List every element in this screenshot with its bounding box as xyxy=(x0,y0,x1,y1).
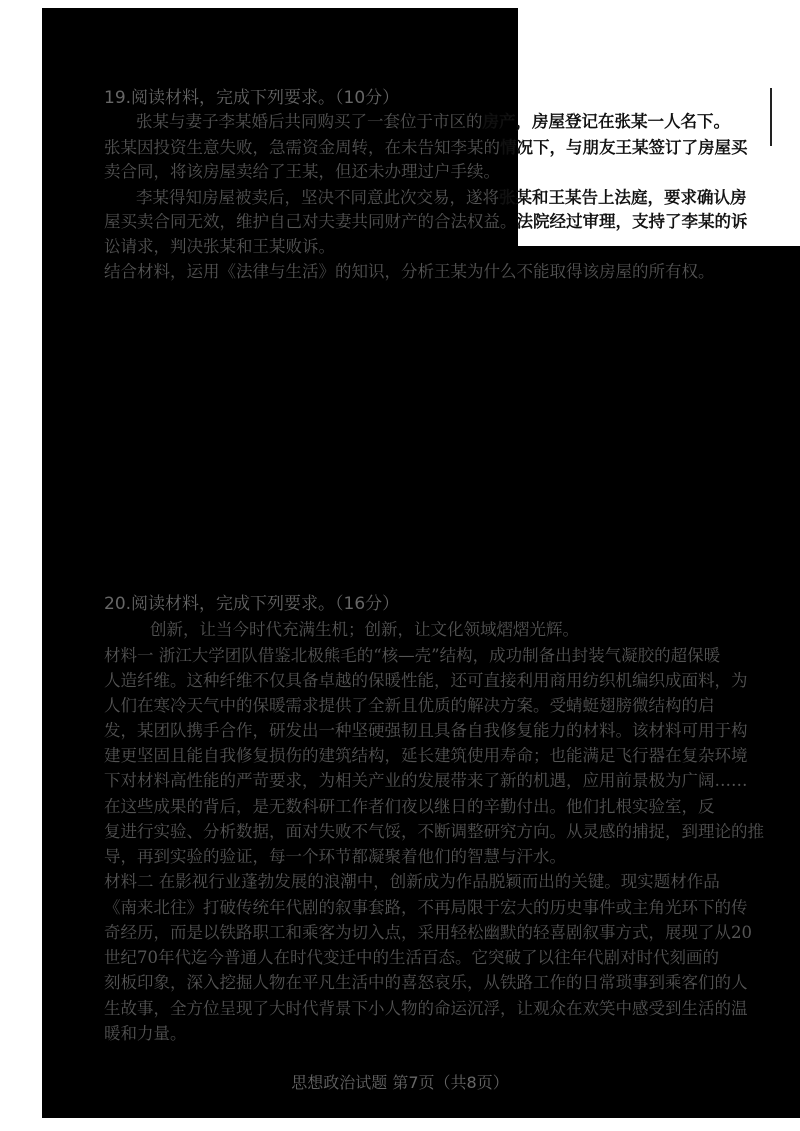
q19-p2-line3: 讼请求，判决张某和王某败诉。 xyxy=(104,237,335,256)
q19-p1-line2-dim: 张某因投资生意失败，急需资金周转，在未告知李某的 xyxy=(104,138,500,157)
q20-line: 奇经历，而是以铁路职工和乘客为切入点，采用轻松幽默的轻喜剧叙事方式，展现了从20 xyxy=(104,923,752,942)
q20-intro: 创新，让当今时代充满生机；创新，让文化领域熠熠光辉。 xyxy=(150,620,579,639)
q20-line: 刻板印象，深入挖掘人物在平凡生活中的喜怒哀乐，从铁路工作的日常琐事到乘客们的人 xyxy=(104,973,748,992)
page-footer: 思想政治试题 第7页（共8页） xyxy=(291,1073,509,1092)
q20-line: 发，某团队携手合作，研发出一种坚硬强韧且具备自我修复能力的材料。该材料可用于构 xyxy=(104,721,748,740)
q20-line: 世纪70年代迄今普通人在时代变迁中的生活百态。它突破了以往年代剧对时代刻画的 xyxy=(104,948,719,967)
q20-line: 人们在寒冷天气中的保暖需求提供了全新且优质的解决方案。受蜻蜓翅膀微结构的启 xyxy=(104,696,715,715)
q19-p1-line2 xyxy=(104,138,748,158)
q20-line: 生故事，全方位呈现了大时代背景下小人物的命运沉浮，让观众在欢笑中感受到生活的温 xyxy=(104,999,748,1018)
q19-p2-line2-dim: 屋买卖合同无效，维护自己对夫妻共同财产的合法权益。 xyxy=(104,212,517,231)
q20-line: 导，再到实验的验证，每一个环节都凝聚着他们的智慧与汗水。 xyxy=(104,847,566,866)
q19-title: 19.阅读材料，完成下列要求。（10分） xyxy=(104,88,400,108)
q19-p2-line2-lit: 法院经过审理，支持了李某的诉 xyxy=(516,212,748,231)
q20-line: 复进行实验、分析数据，面对失败不气馁，不断调整研究方向。从灵感的捕捉，到理论的推 xyxy=(104,822,764,841)
q20-line: 建更坚固且能自我修复损伤的建筑结构，延长建筑使用寿命；也能满足飞行器在复杂环境 xyxy=(104,746,748,765)
q20-line: 材料二 在影视行业蓬勃发展的浪潮中，创新成为作品脱颖而出的关键。现实题材作品 xyxy=(104,872,720,891)
q20-line: 人造纤维。这种纤维不仅具备卓越的保暖性能，还可直接利用商用纺织机编织成面料，为 xyxy=(104,671,748,690)
q19-p1-line2-lit: 情况下，与朋友王某签订了房屋买 xyxy=(500,138,748,157)
q20-line: 材料一 浙江大学团队借鉴北极熊毛的“核—壳”结构，成功制备出封装气凝胶的超保暖 xyxy=(104,646,721,665)
q20-title: 20.阅读材料，完成下列要求。（16分） xyxy=(104,594,400,614)
page-top-margin xyxy=(0,0,518,8)
q19-p2-line2 xyxy=(104,212,748,232)
page-left-margin xyxy=(0,0,42,1131)
q19-p1-line1 xyxy=(136,112,730,132)
q19-p2-line1-lit: 张某和王某告上法庭，要求确认房 xyxy=(499,188,747,207)
page-bottom-margin xyxy=(0,1118,800,1131)
q20-line: 在这些成果的背后，是无数科研工作者们夜以继日的辛勤付出。他们扎根实验室，反 xyxy=(104,797,715,816)
q19-prompt: 结合材料，运用《法律与生活》的知识，分析王某为什么不能取得该房屋的所有权。 xyxy=(104,262,715,281)
q19-p2-line1-dim: 李某得知房屋被卖后，坚决不同意此次交易，遂将 xyxy=(136,188,499,207)
q20-line: 暖和力量。 xyxy=(104,1024,187,1043)
q19-p1-line1-lit: 房产，房屋登记在张某一人名下。 xyxy=(482,112,730,131)
q20-line: 下对材料高性能的严苛要求，为相关产业的发展带来了新的机遇，应用前景极为广阔…… xyxy=(104,771,748,790)
q19-p2-line1 xyxy=(136,188,747,208)
q20-line: 《南来北往》打破传统年代剧的叙事套路，不再局限于宏大的历史事件或主角光环下的传 xyxy=(104,898,748,917)
margin-mark xyxy=(770,88,772,146)
q19-p1-line3: 卖合同，将该房屋卖给了王某，但还未办理过户手续。 xyxy=(104,162,500,181)
q19-p1-line1-dim: 张某与妻子李某婚后共同购买了一套位于市区的 xyxy=(136,112,483,131)
